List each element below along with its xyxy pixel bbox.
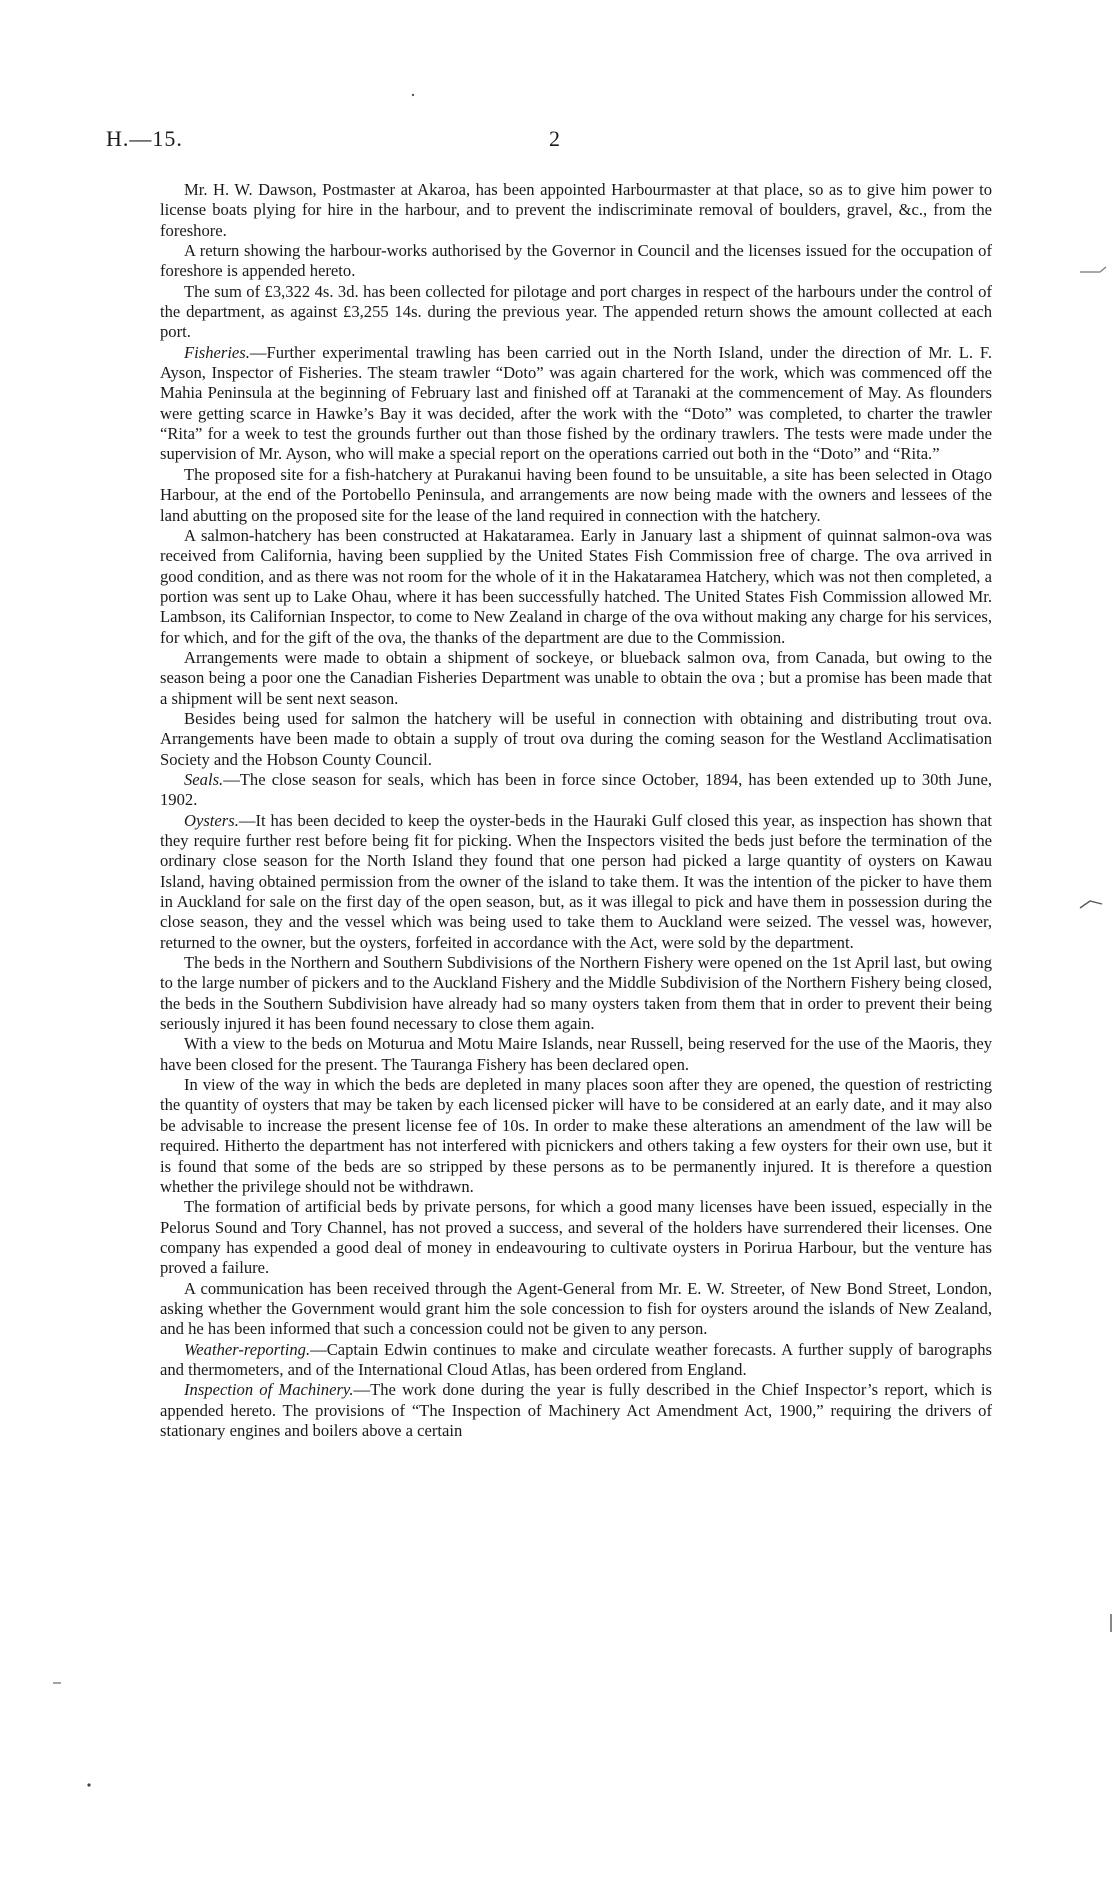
scan-mark-right-2 <box>1078 896 1104 912</box>
paragraph-weather-reporting: Weather-reporting.—Captain Edwin continues to make and circulate weather forecasts. A further supply of barographs and thermometers, and of the International Cloud Atlas, has been ordered from England. <box>160 1339 992 1379</box>
paragraph: Arrangements were made to obtain a shipment of sockeye, or blueback salmon ova, from Canada, but owing to the season being a poor one the Canadian Fisheries Department was unable to obtain the ova ; but a promise has been made that a shipment will be sent next season. <box>160 647 992 708</box>
paragraph: Mr. H. W. Dawson, Postmaster at Akaroa, has been appointed Harbourmaster at that place, so as to give him power to license boats plying for hire in the harbour, and to prevent the indiscriminate removal of boulders, gravel, &c., from the foreshore. <box>160 180 992 240</box>
section-heading: Oysters. <box>184 810 239 830</box>
scan-mark-left-2 <box>86 1782 92 1788</box>
paragraph: A communication has been received through the Agent-General from Mr. E. W. Streeter, of New Bond Street, London, asking whether the Government would grant him the sole concession to fish for oysters around the islands of New Zealand, and he has been informed that such a concession could not be given to any person. <box>160 1278 992 1339</box>
page-number: 2 <box>549 126 560 151</box>
paragraph: A salmon-hatchery has been constructed at Hakataramea. Early in January last a shipment of quinnat salmon-ova was received from California, having been supplied by the United States Fish Commission free of charge. The ova arrived in good condition, and as there was not room for the whole of it in the Hakataramea Hatchery, which was not then completed, a portion was sent up to Lake Ohau, where it has been successfully hatched. The United States Fish Commission allowed Mr. Lambson, its Californian Inspector, to come to New Zealand in charge of the ova without making any charge for his services, for which, and for the gift of the ova, the thanks of the department are due to the Commission. <box>160 525 992 647</box>
paragraph: The proposed site for a fish-hatchery at Purakanui having been found to be unsuitable, a site has been selected in Otago Harbour, at the end of the Portobello Peninsula, and arrangements are now being made with the owners and lessees of the land abutting on the proposed site for the lease of the land required in connection with the hatchery. <box>160 464 992 525</box>
paragraph: Besides being used for salmon the hatchery will be useful in connection with obtaining and distributing trout ova. Arrangements have been made to obtain a supply of trout ova during the coming season for the Westland Acclimatisation Society and the Hobson County Council. <box>160 708 992 769</box>
scan-mark-right-3 <box>1108 1612 1114 1634</box>
paragraph-oysters: Oysters.—It has been decided to keep the oyster-beds in the Hauraki Gulf closed this year, as inspection has shown that they require further rest before being fit for picking. When the Inspectors visited the beds just before the termination of the ordinary close season for the North Island they found that one person had picked a large quantity of oysters on Kawau Island, having obtained permission from the owner of the island to take them. It was the intention of the picker to have them in Auckland for sale on the first day of the open season, but, as it was illegal to pick and have them in possession during the close season, they and the vessel which was being used to take them to Auckland were seized. The vessel was, however, returned to the owner, but the oysters, forfeited in accordance with the Act, were sold by the department. <box>160 810 992 952</box>
paragraph: With a view to the beds on Moturua and Motu Maire Islands, near Russell, being reserved for the use of the Maoris, they have been closed for the present. The Tauranga Fishery has been declared open. <box>160 1034 992 1074</box>
scan-mark-right-1 <box>1078 264 1108 280</box>
section-heading: Inspection of Machinery. <box>184 1380 354 1400</box>
scan-mark-top <box>410 92 416 98</box>
paragraph-seals: Seals.—The close season for seals, which has been in force since October, 1894, has been extended up to 30th June, 1902. <box>160 769 992 810</box>
paragraph: In view of the way in which the beds are depleted in many places soon after they are opened, the question of restricting the quantity of oysters that may be taken by each licensed picker will have to be considered at an early date, and it may also be advisable to increase the present license fee of 10s. In order to make these alterations an amendment of the law will be required. Hitherto the department has not interfered with picnickers and others taking a few oysters for their own use, but it is found that some of the beds are so stripped by these persons as to be permanently injured. It is therefore a question whether the privilege should not be withdrawn. <box>160 1075 992 1196</box>
section-heading: Weather-reporting. <box>184 1339 311 1359</box>
document-reference: H.—15. <box>106 126 183 151</box>
page-header <box>106 126 1014 158</box>
document-body <box>160 180 992 1441</box>
paragraph: The formation of artificial beds by private persons, for which a good many licenses have been issued, especially in the Pelorus Sound and Tory Channel, has not proved a success, and several of the holders have surrendered their licenses. One company has expended a good deal of money in endeavouring to cultivate oysters in Porirua Harbour, but the venture has proved a failure. <box>160 1197 992 1278</box>
paragraph-inspection-of-machinery: Inspection of Machinery.—The work done during the year is fully described in the Chief Inspector’s report, which is appended hereto. The provisions of “The Inspection of Machinery Act Amendment Act, 1900,” requiring the drivers of stationary engines and boilers above a certain <box>160 1380 992 1440</box>
paragraph-fisheries: Fisheries.—Further experimental trawling has been carried out in the North Island, under the direction of Mr. L. F. Ayson, Inspector of Fisheries. The steam trawler “Doto” was again chartered for the work, which was commenced off the Mahia Peninsula at the beginning of February last and finished off at Taranaki at the commencement of May. As flounders were getting scarce in Hawke’s Bay it was decided, after the work with the “Doto” was completed, to charter the trawler “Rita” for a week to test the grounds further out than those fished by the ordinary trawlers. The tests were made under the supervision of Mr. Ayson, who will make a special report on the operations carried out both in the “Doto” and “Rita.” <box>160 342 992 464</box>
paragraph: A return showing the harbour-works authorised by the Governor in Council and the licenses issued for the occupation of foreshore is appended hereto. <box>160 241 992 281</box>
section-heading: Seals. <box>184 769 224 789</box>
scan-mark-left-1 <box>52 1680 62 1686</box>
paragraph: The sum of £3,322 4s. 3d. has been collected for pilotage and port charges in respect of the harbours under the control of the department, as against £3,255 14s. during the previous year. The appended return shows the amount collected at each port. <box>160 281 992 342</box>
paragraph: The beds in the Northern and Southern Subdivisions of the Northern Fishery were opened on the 1st April last, but owing to the large number of pickers and to the Auckland Fishery and the Middle Subdivision of the Northern Fishery being closed, the beds in the Southern Subdivision have already had so many oysters taken from them that in order to prevent their being seriously injured it has been found necessary to close them again. <box>160 953 992 1034</box>
section-heading: Fisheries. <box>184 342 250 362</box>
